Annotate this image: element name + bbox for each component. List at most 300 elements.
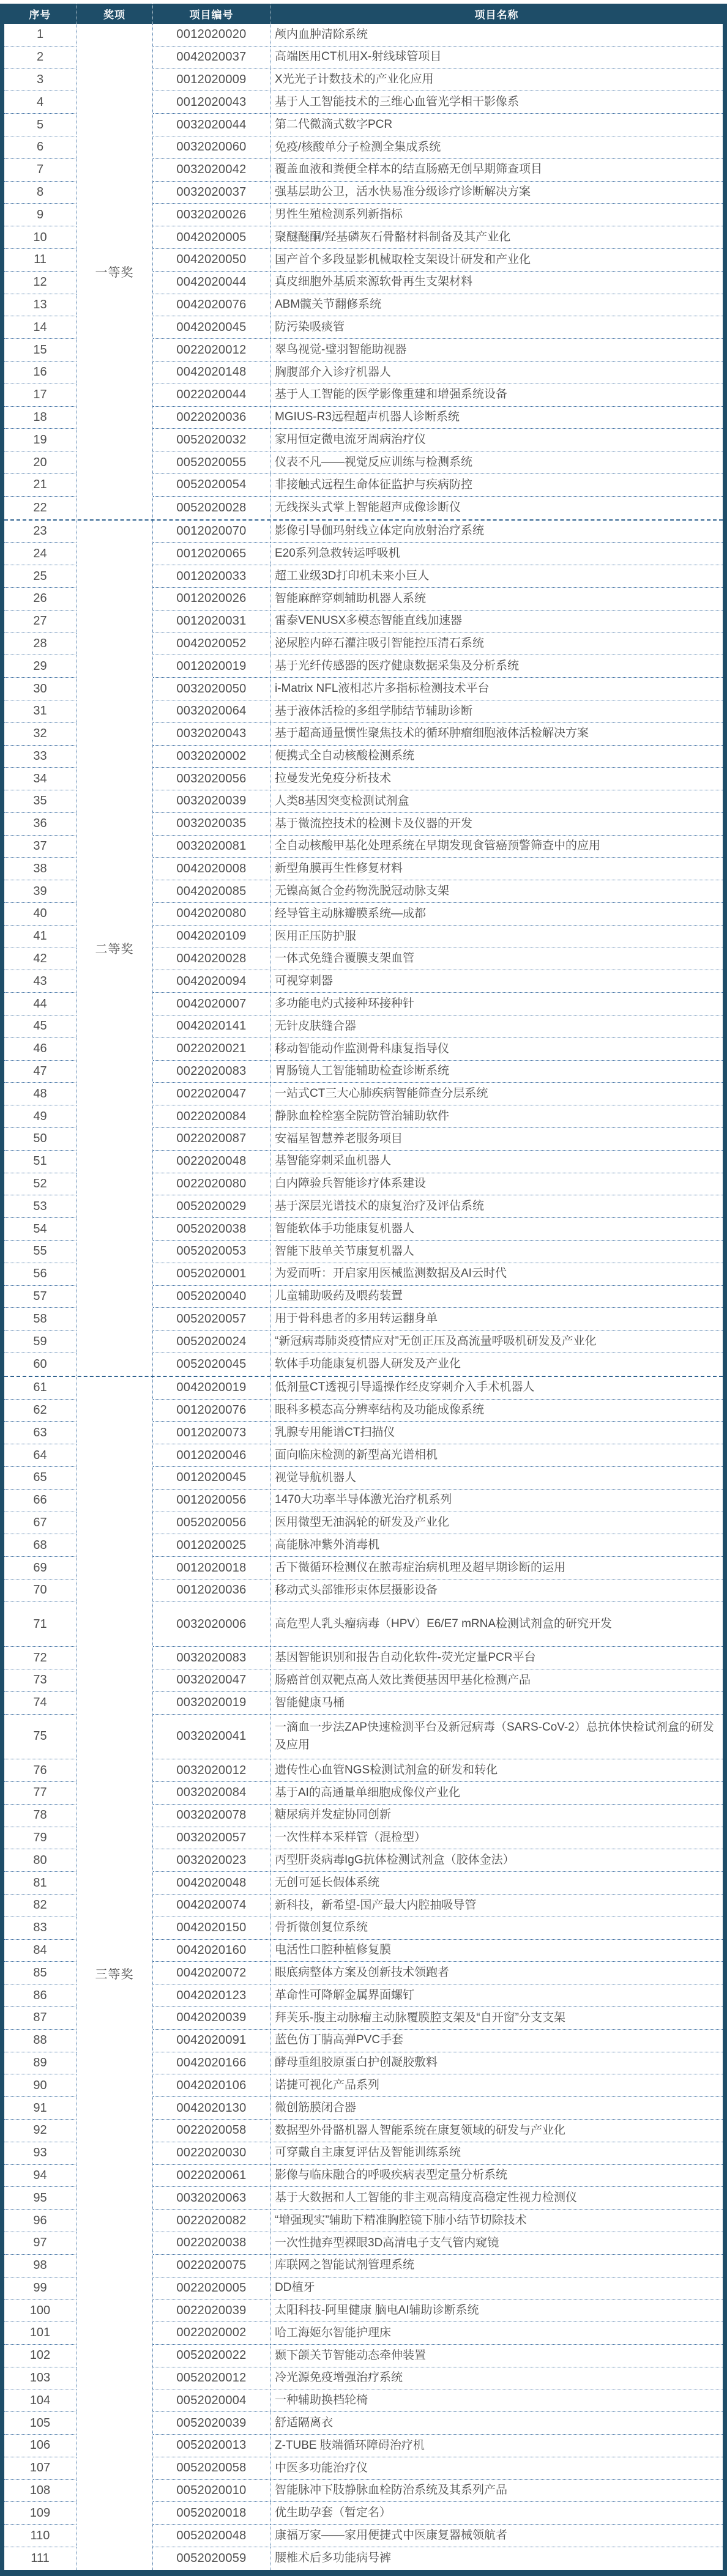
project-name-cell: 一滴血一步法ZAP快速检测平台及新冠病毒（SARS-CoV-2）总抗体快检试剂盒的研发及应用	[270, 1715, 723, 1760]
project-name-cell: 仪表不凡——视觉反应训练与检测系统	[270, 451, 723, 474]
project-code-cell: 0052020053	[153, 1241, 270, 1263]
project-code-cell: 0052020001	[153, 1263, 270, 1286]
project-code-cell: 0022020058	[153, 2120, 270, 2142]
project-name-cell: 移动智能动作监测骨科康复指导仪	[270, 1038, 723, 1061]
project-name-cell: 基于AI的高通量单细胞成像仪产业化	[270, 1782, 723, 1805]
row-index-cell: 80	[4, 1849, 76, 1872]
project-code-cell: 0022020075	[153, 2255, 270, 2277]
project-code-cell: 0032020019	[153, 1692, 270, 1715]
project-code-cell: 0052020010	[153, 2480, 270, 2503]
row-index-cell: 38	[4, 858, 76, 880]
project-code-cell: 0012020046	[153, 1444, 270, 1467]
project-name-cell: 诺捷可视化产品系列	[270, 2074, 723, 2097]
award-label: 一等奖	[76, 24, 153, 519]
project-name-cell: 高危型人乳头瘤病毒（HPV）E6/E7 mRNA检测试剂盒的研究开发	[270, 1602, 723, 1647]
table-header-row	[4, 4, 723, 24]
project-code-cell: 0042020109	[153, 926, 270, 948]
project-code-cell: 0042020005	[153, 226, 270, 249]
row-index-cell: 47	[4, 1061, 76, 1083]
row-index-cell: 31	[4, 700, 76, 723]
row-index-cell: 88	[4, 2030, 76, 2052]
column-header-name	[270, 4, 723, 24]
project-code-cell: 0042020080	[153, 903, 270, 926]
column-header-index-label: 序号	[29, 9, 51, 21]
project-name-cell: 骨折微创复位系统	[270, 1917, 723, 1940]
project-name-cell: 电活性口腔种植修复膜	[270, 1940, 723, 1962]
row-index-cell: 10	[4, 226, 76, 249]
project-code-cell: 0042020019	[153, 1377, 270, 1400]
row-index-cell: 8	[4, 182, 76, 204]
row-index-cell: 2	[4, 46, 76, 69]
row-index-cell: 89	[4, 2052, 76, 2075]
row-index-cell: 50	[4, 1128, 76, 1151]
project-name-cell: 非接触式远程生命体征监护与疾病防控	[270, 474, 723, 497]
project-name-cell: 基智能穿刺采血机器人	[270, 1151, 723, 1173]
row-index-cell: 41	[4, 926, 76, 948]
project-name-cell: 静脉血栓栓塞全院防管治辅助软件	[270, 1105, 723, 1128]
row-index-cell: 79	[4, 1827, 76, 1850]
row-index-cell: 72	[4, 1647, 76, 1669]
row-index-cell: 27	[4, 611, 76, 633]
project-name-cell: 强基层助公卫，活水快易准分级诊疗诊断解决方案	[270, 182, 723, 204]
project-code-cell: 0052020048	[153, 2525, 270, 2547]
row-index-cell: 33	[4, 746, 76, 768]
row-index-cell: 96	[4, 2210, 76, 2232]
project-code-cell: 0042020150	[153, 1917, 270, 1940]
row-index-cell: 16	[4, 362, 76, 384]
award-group	[4, 1376, 723, 2570]
row-index-cell: 11	[4, 249, 76, 272]
row-index-cell: 60	[4, 1353, 76, 1376]
row-index-cell: 18	[4, 407, 76, 429]
project-name-cell: 胃肠镜人工智能辅助检查诊断系统	[270, 1061, 723, 1083]
project-code-cell: 0032020047	[153, 1669, 270, 1692]
project-name-cell: 舌下微循环检测仪在脓毒症治病机理及超早期诊断的运用	[270, 1557, 723, 1579]
project-name-cell: 可穿戴自主康复评估及智能训练系统	[270, 2142, 723, 2165]
project-code-cell: 0042020050	[153, 249, 270, 272]
project-code-cell: 0052020029	[153, 1195, 270, 1218]
project-name-cell: 智能健康马桶	[270, 1692, 723, 1715]
row-index-cell: 19	[4, 429, 76, 451]
project-name-cell: 基于微流控技术的检测卡及仪器的开发	[270, 813, 723, 836]
project-code-cell: 0032020026	[153, 204, 270, 226]
row-index-cell: 36	[4, 813, 76, 836]
project-code-cell: 0042020045	[153, 316, 270, 339]
project-code-cell: 0012020026	[153, 588, 270, 611]
row-index-cell: 101	[4, 2322, 76, 2345]
project-code-cell: 0042020028	[153, 948, 270, 971]
project-code-cell: 0042020008	[153, 858, 270, 880]
project-name-cell: 乳腺专用能谱CT扫描仪	[270, 1422, 723, 1444]
row-index-cell: 29	[4, 655, 76, 678]
project-name-cell: 腰椎术后多功能病号裤	[275, 2552, 392, 2565]
project-code-cell: 0042020085	[153, 880, 270, 903]
project-name-cell: 康福万家——家用便捷式中医康复器械领航者	[270, 2525, 723, 2547]
row-index-cell: 26	[4, 588, 76, 611]
row-index-cell: 95	[4, 2187, 76, 2210]
project-code-cell: 0022020061	[153, 2165, 270, 2188]
project-code-cell: 0042020052	[153, 633, 270, 656]
project-name-cell: 丙型肝炎病毒IgG抗体检测试剂盒（胶体金法）	[270, 1849, 723, 1872]
project-name-cell: 糖尿病并发症协同创新	[270, 1805, 723, 1827]
row-index-cell: 59	[4, 1331, 76, 1353]
row-index-cell: 70	[4, 1579, 76, 1602]
project-code-cell: 0042020074	[153, 1895, 270, 1917]
column-header-award-label: 奖项	[103, 9, 125, 21]
project-name-cell: 医用正压防护服	[270, 926, 723, 948]
project-name-cell: 国产首个多段显影机械取栓支架设计研发和产业化	[270, 249, 723, 272]
project-code-cell: 0042020141	[153, 1015, 270, 1038]
project-code-cell: 0042020160	[153, 1940, 270, 1962]
project-code-cell: 0052020004	[153, 2389, 270, 2412]
row-index-cell: 4	[4, 91, 76, 114]
row-index-cell: 62	[4, 1400, 76, 1422]
row-index-cell: 107	[4, 2457, 76, 2480]
project-name-cell: 全自动核酸甲基化处理系统在早期发现食管癌预警筛查中的应用	[270, 836, 723, 858]
project-code-cell: 0052020012	[153, 2367, 270, 2390]
project-name-cell: 影像与临床融合的呼吸疾病表型定量分析系统	[270, 2165, 723, 2188]
row-index-cell: 74	[4, 1692, 76, 1715]
project-name-cell: 防污染吸痰管	[270, 316, 723, 339]
row-index-cell: 105	[4, 2412, 76, 2435]
project-code-cell: 0022020083	[153, 1061, 270, 1083]
project-name-cell: 冷光源免疫增强治疗系统	[270, 2367, 723, 2390]
project-name-cell: 基于大数据和人工智能的非主观高精度高稳定性视力检测仪	[270, 2187, 723, 2210]
project-code-cell: 0012020070	[153, 521, 270, 543]
project-code-cell: 0042020076	[153, 294, 270, 317]
row-index-cell: 106	[4, 2435, 76, 2457]
row-index-cell: 46	[4, 1038, 76, 1061]
project-name-cell: 用于骨科患者的多用转运翻身单	[270, 1308, 723, 1331]
row-index-cell: 30	[4, 678, 76, 700]
project-code-cell: 0012020073	[153, 1422, 270, 1444]
project-name-cell: 医用微型无油涡轮的研发及产业化	[270, 1512, 723, 1535]
row-index-cell: 53	[4, 1195, 76, 1218]
project-name-cell: 可视穿刺器	[270, 970, 723, 993]
project-code-cell: 0032020035	[153, 813, 270, 836]
project-name-cell: 基于人工智能的医学影像重建和增强系统设备	[270, 384, 723, 407]
project-code-cell: 0032020043	[153, 723, 270, 746]
row-index-cell: 83	[4, 1917, 76, 1940]
project-name-cell: 为爱而听：开启家用医械监测数据及AI云时代	[270, 1263, 723, 1286]
project-code-cell: 0052020059	[153, 2547, 270, 2570]
project-code-cell: 0032020060	[153, 136, 270, 159]
project-name-cell: 无针皮肤缝合器	[270, 1015, 723, 1038]
project-code-cell: 0022020084	[153, 1105, 270, 1128]
row-index-cell: 61	[4, 1377, 76, 1400]
project-code-cell: 0052020055	[153, 451, 270, 474]
table-bottom-border	[0, 2570, 727, 2576]
project-name-cell: 拜芙乐-腹主动脉瘤主动脉覆膜腔支架及“自开窗”分支支架	[270, 2007, 723, 2030]
project-name-cell: 蓝色仿丁腈高弹PVC手套	[270, 2030, 723, 2052]
row-index-cell: 43	[4, 970, 76, 993]
project-code-cell: 0012020056	[153, 1490, 270, 1512]
row-index-cell: 57	[4, 1286, 76, 1308]
project-code-cell: 0032020056	[153, 768, 270, 790]
row-index-cell: 14	[4, 316, 76, 339]
row-index-cell: 71	[4, 1602, 76, 1647]
project-name-cell: 智能软体手功能康复机器人	[270, 1218, 723, 1241]
project-code-cell: 0022020048	[153, 1151, 270, 1173]
project-code-cell: 0042020130	[153, 2097, 270, 2120]
row-index-cell: 45	[4, 1015, 76, 1038]
project-code-cell: 0032020042	[153, 159, 270, 182]
project-name-cell: 泌尿腔内碎石灌注吸引智能控压清石系统	[270, 633, 723, 656]
row-index-cell: 48	[4, 1083, 76, 1105]
project-name-cell: 人类8基因突变检测试剂盒	[270, 790, 723, 813]
project-name-cell: 智能下肢单关节康复机器人	[270, 1241, 723, 1263]
project-name-cell: 白内障验兵智能诊疗体系建设	[270, 1173, 723, 1196]
award-group	[4, 24, 723, 519]
project-name-cell: 第二代微滴式数字PCR	[270, 114, 723, 136]
row-index-cell: 97	[4, 2232, 76, 2255]
project-code-cell: 0042020048	[153, 1872, 270, 1895]
project-name-cell: 便携式全自动核酸检测系统	[270, 746, 723, 768]
project-code-cell: 0052020032	[153, 429, 270, 451]
project-name-cell: 1470大功率半导体激光治疗机系列	[270, 1490, 723, 1512]
row-index-cell: 7	[4, 159, 76, 182]
row-index-cell: 111	[4, 2547, 76, 2570]
project-name-cell: 一次性样本采样管（混检型）	[270, 1827, 723, 1850]
project-code-cell: 0022020044	[153, 384, 270, 407]
row-index-cell: 104	[4, 2389, 76, 2412]
project-name-cell: ABM髋关节翻修系统	[270, 294, 723, 317]
project-code-cell: 0032020041	[153, 1715, 270, 1760]
project-name-cell: 男性生殖检测系列新指标	[270, 204, 723, 226]
row-index-cell: 54	[4, 1218, 76, 1241]
project-code-cell: 0042020039	[153, 2007, 270, 2030]
project-code-cell: 0022020002	[153, 2322, 270, 2345]
row-index-cell: 100	[4, 2299, 76, 2322]
award-label: 二等奖	[76, 521, 153, 1376]
project-code-cell: 0042020007	[153, 993, 270, 1015]
project-name-cell: 面向临床检测的新型高光谱相机	[270, 1444, 723, 1467]
project-code-cell: 0012020019	[153, 655, 270, 678]
project-name-cell: 基于液体活检的多组学肺结节辅助诊断	[270, 700, 723, 723]
row-index-cell: 22	[4, 497, 76, 519]
row-index-cell: 23	[4, 521, 76, 543]
project-name-cell: 软体手功能康复机器人研发及产业化	[275, 1357, 461, 1371]
row-index-cell: 76	[4, 1759, 76, 1782]
project-code-cell: 0012020009	[153, 69, 270, 92]
project-name-cell: Z-TUBE 肢端循环障碍治疗机	[270, 2435, 723, 2457]
project-name-cell: 雷泰VENUSX多模态智能直线加速器	[270, 611, 723, 633]
project-code-cell: 0042020091	[153, 2030, 270, 2052]
row-index-cell: 32	[4, 723, 76, 746]
project-code-cell: 0052020057	[153, 1308, 270, 1331]
project-code-cell: 0052020022	[153, 2345, 270, 2367]
project-name-cell: 高端医用CT机用X-射线球管项目	[270, 46, 723, 69]
project-name-cell: X光光子计数技术的产业化应用	[270, 69, 723, 92]
project-code-cell: 0052020045	[153, 1353, 270, 1376]
row-index-cell: 93	[4, 2142, 76, 2165]
row-index-cell: 49	[4, 1105, 76, 1128]
project-name-cell: 基于深层光谱技术的康复治疗及评估系统	[270, 1195, 723, 1218]
row-index-cell: 13	[4, 294, 76, 317]
project-name-cell: E20系列急救转运呼吸机	[270, 543, 723, 565]
project-code-cell: 0032020081	[153, 836, 270, 858]
row-index-cell: 1	[4, 24, 76, 46]
row-index-cell: 85	[4, 1962, 76, 1984]
project-name-cell: 儿童辅助吸药及喂药装置	[270, 1286, 723, 1308]
row-index-cell: 34	[4, 768, 76, 790]
row-index-cell: 108	[4, 2480, 76, 2503]
project-code-cell: 0012020036	[153, 1579, 270, 1602]
project-name-cell: 智能麻醉穿刺辅助机器人系统	[270, 588, 723, 611]
project-name-cell: 一体式免缝合覆膜支架血管	[270, 948, 723, 971]
project-code-cell: 0022020082	[153, 2210, 270, 2232]
row-index-cell: 15	[4, 339, 76, 362]
project-code-cell: 0052020054	[153, 474, 270, 497]
row-index-cell: 21	[4, 474, 76, 497]
project-code-cell: 0012020025	[153, 1534, 270, 1557]
project-name-cell: 遗传性心血管NGS检测试剂盒的研发和转化	[270, 1759, 723, 1782]
project-code-cell: 0022020021	[153, 1038, 270, 1061]
row-index-cell: 90	[4, 2074, 76, 2097]
project-name-cell: MGIUS-R3远程超声机器人诊断系统	[270, 407, 723, 429]
project-code-cell: 0012020031	[153, 611, 270, 633]
column-header-name-label: 项目名称	[474, 9, 519, 21]
row-index-cell: 73	[4, 1669, 76, 1692]
column-header-index	[4, 4, 76, 24]
project-name-cell: 太阳科技-阿里健康 脑电AI辅助诊断系统	[270, 2299, 723, 2322]
project-code-cell: 0032020023	[153, 1849, 270, 1872]
project-name-cell: 翠鸟视觉-璧羽智能助视器	[270, 339, 723, 362]
project-name-cell: 库联网之智能试剂管理系统	[270, 2255, 723, 2277]
row-index-cell: 6	[4, 136, 76, 159]
project-name-cell: 无创可延长假体系统	[270, 1872, 723, 1895]
project-name-cell: 哈工海姬尔智能护理床	[270, 2322, 723, 2345]
row-index-cell: 81	[4, 1872, 76, 1895]
project-code-cell: 0022020030	[153, 2142, 270, 2165]
project-code-cell: 0032020006	[153, 1602, 270, 1647]
project-name-cell: 一种辅助换档轮椅	[270, 2389, 723, 2412]
project-name-cell: 真皮细胞外基质来源软骨再生支架材料	[270, 272, 723, 294]
project-code-cell: 0022020005	[153, 2277, 270, 2300]
project-name-cell: 中医多功能治疗仪	[270, 2457, 723, 2480]
project-name-cell: 新科技，新希望-国产最大内腔抽吸导管	[270, 1895, 723, 1917]
project-name-cell: 胸腹部介入诊疗机器人	[270, 362, 723, 384]
row-index-cell: 92	[4, 2120, 76, 2142]
row-index-cell: 99	[4, 2277, 76, 2300]
row-index-cell: 102	[4, 2345, 76, 2367]
row-index-cell: 44	[4, 993, 76, 1015]
project-name-cell: 移动式头部锥形束体层摄影设备	[270, 1579, 723, 1602]
table-body	[4, 24, 723, 2570]
row-index-cell: 35	[4, 790, 76, 813]
project-name-cell: 超工业级3D打印机未来小巨人	[270, 565, 723, 588]
project-code-cell: 0042020166	[153, 2052, 270, 2075]
project-code-cell: 0032020039	[153, 790, 270, 813]
project-name-cell: 家用恒定微电流牙周病治疗仪	[270, 429, 723, 451]
project-code-cell: 0042020044	[153, 272, 270, 294]
project-name-cell: 眼科多模态高分辨率结构及功能成像系统	[270, 1400, 723, 1422]
project-name-cell: 肠癌首创双靶点高人效比粪便基因甲基化检测产品	[270, 1669, 723, 1692]
row-index-cell: 42	[4, 948, 76, 971]
project-name-cell: 基于光纤传感器的医疗健康数据采集及分析系统	[270, 655, 723, 678]
row-index-cell: 87	[4, 2007, 76, 2030]
project-code-cell: 0032020050	[153, 678, 270, 700]
project-code-cell: 0052020056	[153, 1512, 270, 1535]
project-code-cell: 0052020040	[153, 1286, 270, 1308]
project-code-cell: 0032020037	[153, 182, 270, 204]
project-code-cell: 0022020080	[153, 1173, 270, 1196]
project-name-cell: 优生助孕套（暂定名）	[270, 2502, 723, 2525]
row-index-cell: 12	[4, 272, 76, 294]
project-code-cell: 0022020047	[153, 1083, 270, 1105]
row-index-cell: 39	[4, 880, 76, 903]
row-index-cell: 98	[4, 2255, 76, 2277]
project-code-cell: 0022020087	[153, 1128, 270, 1151]
row-index-cell: 67	[4, 1512, 76, 1535]
row-index-cell: 63	[4, 1422, 76, 1444]
project-code-cell: 0012020076	[153, 1400, 270, 1422]
row-index-cell: 86	[4, 1984, 76, 2007]
project-code-cell: 0042020123	[153, 1984, 270, 2007]
row-index-cell: 40	[4, 903, 76, 926]
project-code-cell: 0022020039	[153, 2299, 270, 2322]
row-index-cell: 52	[4, 1173, 76, 1196]
row-index-cell: 55	[4, 1241, 76, 1263]
project-code-cell: 0012020045	[153, 1467, 270, 1490]
award-label: 三等奖	[76, 1377, 153, 2570]
project-name-cell: 聚醚醚酮/羟基磷灰石骨骼材料制备及其产业化	[270, 226, 723, 249]
project-code-cell: 0042020148	[153, 362, 270, 384]
project-name-cell: 无线探头式掌上智能超声成像诊断仪	[275, 500, 461, 514]
project-code-cell: 0042020072	[153, 1962, 270, 1984]
project-code-cell: 0022020036	[153, 407, 270, 429]
project-code-cell: 0052020024	[153, 1331, 270, 1353]
project-name-cell: 颅内血肿清除系统	[270, 24, 723, 46]
project-name-cell: 舒适隔离衣	[270, 2412, 723, 2435]
row-index-cell: 84	[4, 1940, 76, 1962]
project-code-cell: 0012020020	[153, 24, 270, 46]
project-code-cell: 0052020058	[153, 2457, 270, 2480]
row-index-cell: 91	[4, 2097, 76, 2120]
project-name-cell: 眼底病整体方案及创新技术领跑者	[270, 1962, 723, 1984]
project-code-cell: 0032020084	[153, 1782, 270, 1805]
project-code-cell: 0012020065	[153, 543, 270, 565]
row-index-cell: 77	[4, 1782, 76, 1805]
project-name-cell: 覆盖血液和粪便全样本的结直肠癌无创早期筛查项目	[270, 159, 723, 182]
project-name-cell: 数据型外骨骼机器人智能系统在康复领域的研发与产业化	[270, 2120, 723, 2142]
row-index-cell: 17	[4, 384, 76, 407]
award-group	[4, 519, 723, 1376]
project-name-cell: 微创筋膜闭合器	[270, 2097, 723, 2120]
project-code-cell: 0042020037	[153, 46, 270, 69]
project-code-cell: 0032020064	[153, 700, 270, 723]
project-code-cell: 0022020038	[153, 2232, 270, 2255]
project-name-cell: i-Matrix NFL液相芯片多指标检测技术平台	[270, 678, 723, 700]
row-index-cell: 65	[4, 1467, 76, 1490]
row-index-cell: 20	[4, 451, 76, 474]
project-code-cell: 0032020057	[153, 1827, 270, 1850]
project-name-cell: 安福星智慧养老服务项目	[270, 1128, 723, 1151]
award-table	[0, 4, 727, 2570]
project-code-cell: 0042020106	[153, 2074, 270, 2097]
project-name-cell: 视觉导航机器人	[270, 1467, 723, 1490]
project-name-cell: 基于超高通量惯性聚焦技术的循环肿瘤细胞液体活检解决方案	[270, 723, 723, 746]
project-name-cell: “增强现实”辅助下精准胸腔镜下肺小结节切除技术	[270, 2210, 723, 2232]
project-name-cell: 颞下颌关节智能动态牵伸装置	[270, 2345, 723, 2367]
row-index-cell: 103	[4, 2367, 76, 2390]
project-name-cell: 免疫/核酸单分子检测全集成系统	[270, 136, 723, 159]
project-name-cell: 智能脉冲下肢静脉血栓防治系统及其系列产品	[270, 2480, 723, 2503]
project-code-cell: 0032020078	[153, 1805, 270, 1827]
project-name-cell: DD植牙	[270, 2277, 723, 2300]
project-code-cell: 0022020012	[153, 339, 270, 362]
project-name-cell: 一次性抛弃型裸眼3D高清电子支气管内窥镜	[270, 2232, 723, 2255]
